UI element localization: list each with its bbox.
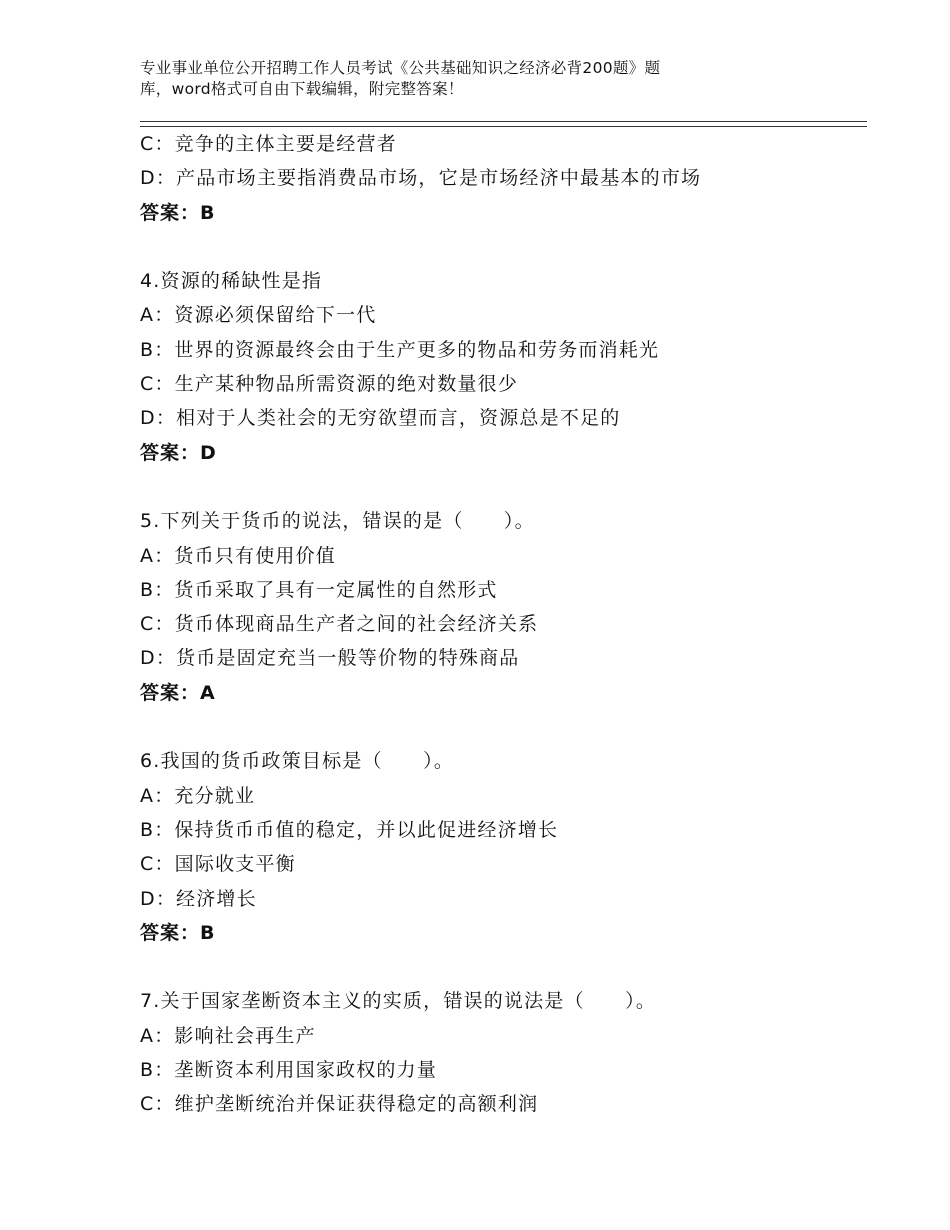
header-title-line-1: 专业事业单位公开招聘工作人员考试《公共基础知识之经济必背200题》题 xyxy=(140,59,661,77)
spacer xyxy=(140,230,867,264)
question-7-option-a: A：影响社会再生产 xyxy=(140,1024,316,1047)
question-5-option-c: C：货币体现商品生产者之间的社会经济关系 xyxy=(140,613,539,636)
question-5-option-b: B：货币采取了具有一定属性的自然形式 xyxy=(140,578,498,601)
question-6-stem: 6.我国的货币政策目标是（ ）。 xyxy=(140,750,455,773)
question-4-option-c: C：生产某种物品所需资源的绝对数量很少 xyxy=(140,373,519,396)
question-6-option-c: C：国际收支平衡 xyxy=(140,853,296,876)
question-3-option-c: C：竞争的主体主要是经营者 xyxy=(140,133,397,155)
question-7-option-b: B：垄断资本利用国家政权的力量 xyxy=(140,1059,438,1082)
question-5-option-d: D：货币是固定充当一般等价物的特殊商品 xyxy=(140,647,520,670)
question-6-option-d: D：经济增长 xyxy=(140,887,257,910)
question-4-answer: 答案：D xyxy=(140,441,217,464)
question-7-stem: 7.关于国家垄断资本主义的实质，错误的说法是（ ）。 xyxy=(140,990,657,1013)
spacer xyxy=(140,470,867,504)
question-5-option-a: A：货币只有使用价值 xyxy=(140,544,336,567)
question-4-option-a: A：资源必须保留给下一代 xyxy=(140,304,377,327)
question-6 xyxy=(140,744,867,950)
document-header xyxy=(140,58,780,100)
question-3-tail xyxy=(140,127,867,230)
question-3-option-d: D：产品市场主要指消费品市场，它是市场经济中最基本的市场 xyxy=(140,167,702,190)
question-5 xyxy=(140,504,867,710)
question-4-stem: 4.资源的稀缺性是指 xyxy=(140,270,323,293)
question-7 xyxy=(140,984,867,1121)
question-6-answer: 答案：B xyxy=(140,921,216,944)
question-4 xyxy=(140,264,867,470)
question-6-option-a: A：充分就业 xyxy=(140,784,256,807)
question-4-option-d: D：相对于人类社会的无穷欲望而言，资源总是不足的 xyxy=(140,407,621,430)
header-title-line-2: 库，word格式可自由下载编辑，附完整答案！ xyxy=(140,80,464,98)
question-5-stem: 5.下列关于货币的说法，错误的是（ ）。 xyxy=(140,510,535,533)
question-3-answer: 答案：B xyxy=(140,201,216,224)
question-list xyxy=(140,127,867,1122)
question-6-option-b: B：保持货币币值的稳定，并以此促进经济增长 xyxy=(140,818,559,841)
spacer xyxy=(140,710,867,744)
question-5-answer: 答案：A xyxy=(140,681,216,704)
spacer xyxy=(140,950,867,984)
question-4-option-b: B：世界的资源最终会由于生产更多的物品和劳务而消耗光 xyxy=(140,338,660,361)
question-7-option-c: C：维护垄断统治并保证获得稳定的高额利润 xyxy=(140,1093,539,1116)
